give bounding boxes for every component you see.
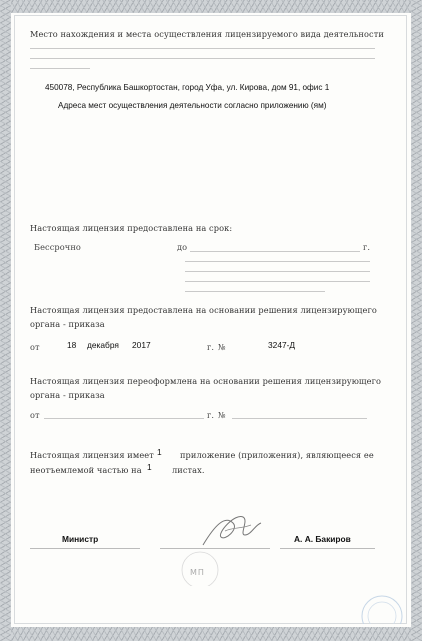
guide-line <box>185 291 325 292</box>
basis-number: 3247-Д <box>268 340 296 350</box>
basis-day: 18 <box>67 340 77 350</box>
signatory-name: А. А. Бакиров <box>294 534 351 544</box>
guide-line <box>185 271 370 272</box>
ornamental-border-top <box>0 0 422 13</box>
guide-line <box>30 58 375 59</box>
basis-from-label: от <box>30 342 40 352</box>
reissue-heading-line1: Настоящая лицензия переоформлена на основании решения лицензирующего <box>30 376 382 386</box>
guide-line <box>185 281 370 282</box>
position-underline <box>30 548 140 549</box>
reissue-heading-line2: органа - приказа <box>30 390 105 400</box>
reissue-number-label: № <box>218 410 226 420</box>
reissue-from-label: от <box>30 410 40 420</box>
basis-year: 2017 <box>132 340 151 350</box>
guide-line <box>30 48 375 49</box>
term-year-suffix: г. <box>363 242 371 252</box>
signatory-position: Министр <box>62 534 99 544</box>
appendix-line2-prefix: неотъемлемой частью на <box>30 465 142 475</box>
basis-heading-line1: Настоящая лицензия предоставлена на основании решения лицензирующего <box>30 305 377 315</box>
guide-line <box>30 68 90 69</box>
name-underline <box>280 548 375 549</box>
basis-year-suffix: г. <box>207 342 215 352</box>
ornamental-border-left <box>0 0 11 641</box>
basis-month: декабря <box>87 340 119 350</box>
hologram-seal-icon <box>356 594 408 624</box>
appendix-line1-suffix: приложение (приложения), являющееся ее <box>180 450 374 460</box>
guide-line <box>232 418 367 419</box>
basis-number-label: № <box>218 342 226 352</box>
guide-line <box>44 418 204 419</box>
place-annex-note: Адреса мест осуществления деятельности согласно приложению (ям) <box>58 101 327 110</box>
ornamental-border-bottom <box>0 627 422 641</box>
place-address: 450078, Республика Башкортостан, город Уфа, ул. Кирова, дом 91, офис 1 <box>45 83 330 92</box>
ornamental-border-right <box>411 0 422 641</box>
appendix-line2-suffix: листах. <box>172 465 205 475</box>
reissue-year-suffix: г. <box>207 410 215 420</box>
guide-line <box>185 261 370 262</box>
stamp-outline <box>170 546 230 586</box>
guide-line <box>190 251 360 252</box>
term-value: Бессрочно <box>34 242 81 252</box>
appendix-count: 1 <box>157 447 162 457</box>
stamp-mark: МП <box>190 568 205 577</box>
appendix-sheets: 1 <box>147 462 152 472</box>
place-heading: Место нахождения и места осуществления лицензируемого вида деятельности <box>30 29 384 39</box>
appendix-line1-prefix: Настоящая лицензия имеет <box>30 450 154 460</box>
term-until-label: до <box>177 242 188 252</box>
term-heading: Настоящая лицензия предоставлена на срок: <box>30 223 233 233</box>
basis-heading-line2: органа - приказа <box>30 319 105 329</box>
